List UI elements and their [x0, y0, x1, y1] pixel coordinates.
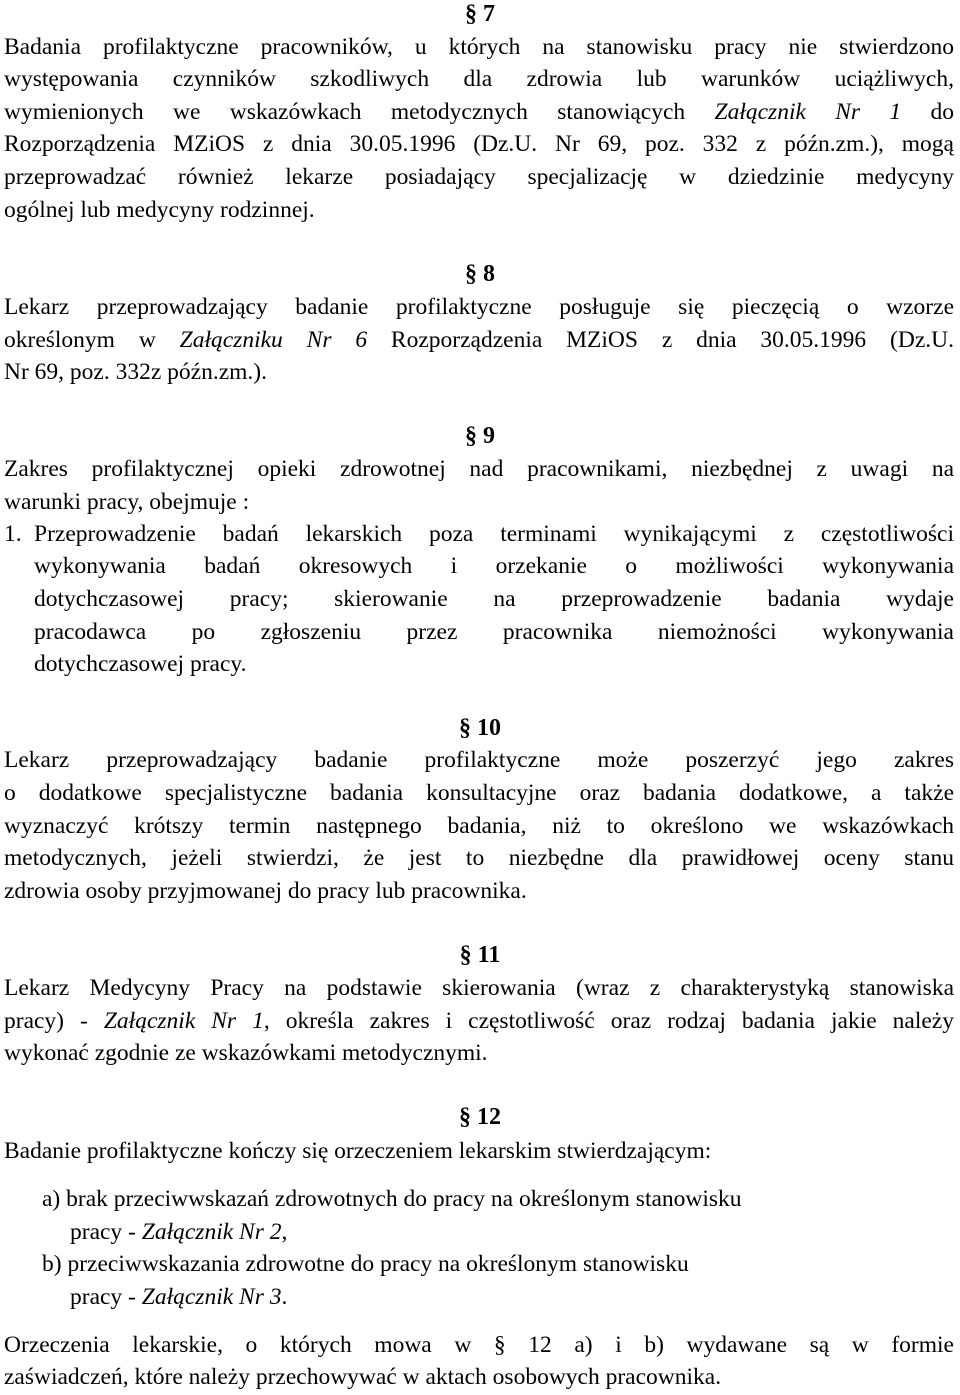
- s8-line-2: [4, 325, 954, 355]
- s10-line-3: wyznaczyć krótszy termin następnego badania, niż to określono we wskazówkach: [4, 813, 954, 839]
- s12-item-a-text: pracy -: [70, 1219, 142, 1245]
- s11-line-2-end: , określa zakres i częstotliwość oraz rodzaj badania jakie należy: [263, 1008, 954, 1034]
- s12-item-a-end: ,: [281, 1219, 288, 1245]
- s9-line-2: warunki pracy, obejmuje :: [4, 489, 250, 515]
- s8-line-3: Nr 69, poz. 332z późn.zm.).: [4, 359, 267, 385]
- s11-line-2: [4, 1006, 954, 1036]
- s11-line-3: wykonać zgodnie ze wskazówkami metodycznymi.: [4, 1040, 488, 1066]
- annex-reference: Załącznik Nr 1: [714, 99, 902, 125]
- section-symbol: §: [465, 1, 477, 27]
- section-number: 10: [477, 715, 501, 741]
- section-symbol: §: [465, 423, 477, 449]
- s9-line-1: Zakres profilaktycznej opieki zdrowotnej nad pracownikami, niezbędnej z uwagi na: [4, 456, 954, 482]
- s8-line-2-end: Rozporządzenia MZiOS z dnia 30.05.1996 (Dz.U.: [367, 327, 954, 353]
- s7-line-4: Rozporządzenia MZiOS z dnia 30.05.1996 (Dz.U. Nr 69, poz. 332 z późn.zm.), mogą: [4, 131, 954, 157]
- s12-item-b-text: pracy -: [70, 1284, 142, 1310]
- section-heading-11: [0, 941, 960, 969]
- s7-line-1: Badania profilaktyczne pracowników, u których na stanowisku pracy nie stwierdzono: [4, 34, 954, 60]
- s12-item-a-line-1: a) brak przeciwwskazań zdrowotnych do pracy na określonym stanowisku: [42, 1186, 742, 1212]
- s9-item-line-1: Przeprowadzenie badań lekarskich poza terminami wynikającymi z częstotliwości: [34, 521, 954, 547]
- s9-item-line-2: wykonywania badań okresowych i orzekanie o możliwości wykonywania: [34, 553, 954, 579]
- s12-item-b-end: .: [281, 1284, 288, 1310]
- section-number: 7: [483, 1, 495, 27]
- section-symbol: §: [465, 261, 477, 287]
- section-heading-10: [0, 714, 960, 742]
- s7-line-5: przeprowadzać również lekarze posiadający specjalizację w dziedzinie medycyny: [4, 164, 954, 190]
- s12-item-b-line-1: b) przeciwwskazania zdrowotne do pracy na określonym stanowisku: [42, 1251, 689, 1277]
- section-symbol: §: [459, 715, 471, 741]
- s12-item-a-line-2: [70, 1217, 954, 1247]
- s10-line-4: metodycznych, jeżeli stwierdzi, że jest to niezbędne dla prawidłowej oceny stanu: [4, 845, 954, 871]
- section-symbol: §: [459, 942, 472, 968]
- annex-reference: Załącznik Nr 2: [141, 1219, 282, 1245]
- s12-item-b-line-2: [70, 1282, 954, 1312]
- s7-line-6: ogólnej lub medycyny rodzinnej.: [4, 197, 315, 223]
- section-number: 12: [477, 1104, 501, 1130]
- section-number: 9: [483, 423, 495, 449]
- s7-line-3-text: wymienionych we wskazówkach metodycznych stanowiących: [4, 99, 715, 125]
- s7-line-3: [4, 97, 954, 127]
- s10-line-5: zdrowia osoby przyjmowanej do pracy lub pracownika.: [4, 878, 527, 904]
- s7-line-2: występowania czynników szkodliwych dla zdrowia lub warunków uciążliwych,: [4, 66, 954, 92]
- s11-line-2-text: pracy) -: [4, 1008, 104, 1034]
- annex-reference: Załączniku Nr 6: [179, 327, 368, 353]
- s8-line-1: Lekarz przeprowadzający badanie profilaktyczne posługuje się pieczęcią o wzorze: [4, 294, 954, 320]
- s9-item-line-5: dotychczasowej pracy.: [34, 651, 247, 677]
- section-heading-7: [0, 0, 960, 28]
- s12-footer-line-1: Orzeczenia lekarskie, o których mowa w § 12 a) i b) wydawane są w formie: [4, 1332, 954, 1358]
- annex-reference: Załącznik Nr 1: [103, 1008, 264, 1034]
- list-item-number: 1.: [4, 521, 22, 547]
- section-symbol: §: [459, 1104, 471, 1130]
- s11-line-1: Lekarz Medycyny Pracy na podstawie skierowania (wraz z charakterystyką stanowiska: [4, 975, 954, 1001]
- section-heading-9: [0, 422, 960, 450]
- annex-reference: Załącznik Nr 3: [141, 1284, 282, 1310]
- s8-line-2-text: określonym w: [4, 327, 180, 353]
- section-heading-12: [0, 1103, 960, 1131]
- section-number: 8: [483, 261, 495, 287]
- s10-line-1: Lekarz przeprowadzający badanie profilaktyczne może poszerzyć jego zakres: [4, 747, 954, 773]
- s9-item-line-3: dotychczasowej pracy; skierowanie na przeprowadzenie badania wydaje: [34, 586, 954, 612]
- s10-line-2: o dodatkowe specjalistyczne badania konsultacyjne oraz badania dodatkowe, a także: [4, 780, 954, 806]
- s12-footer-line-2: zaświadczeń, które należy przechowywać w aktach osobowych pracownika.: [4, 1364, 722, 1390]
- section-number: 11: [477, 942, 501, 968]
- s7-line-3-end: do: [901, 99, 954, 125]
- s9-item-line-4: pracodawca po zgłoszeniu przez pracownika niemożności wykonywania: [34, 619, 954, 645]
- section-heading-8: [0, 260, 960, 288]
- s12-line-1: Badanie profilaktyczne kończy się orzeczeniem lekarskim stwierdzającym:: [4, 1138, 712, 1164]
